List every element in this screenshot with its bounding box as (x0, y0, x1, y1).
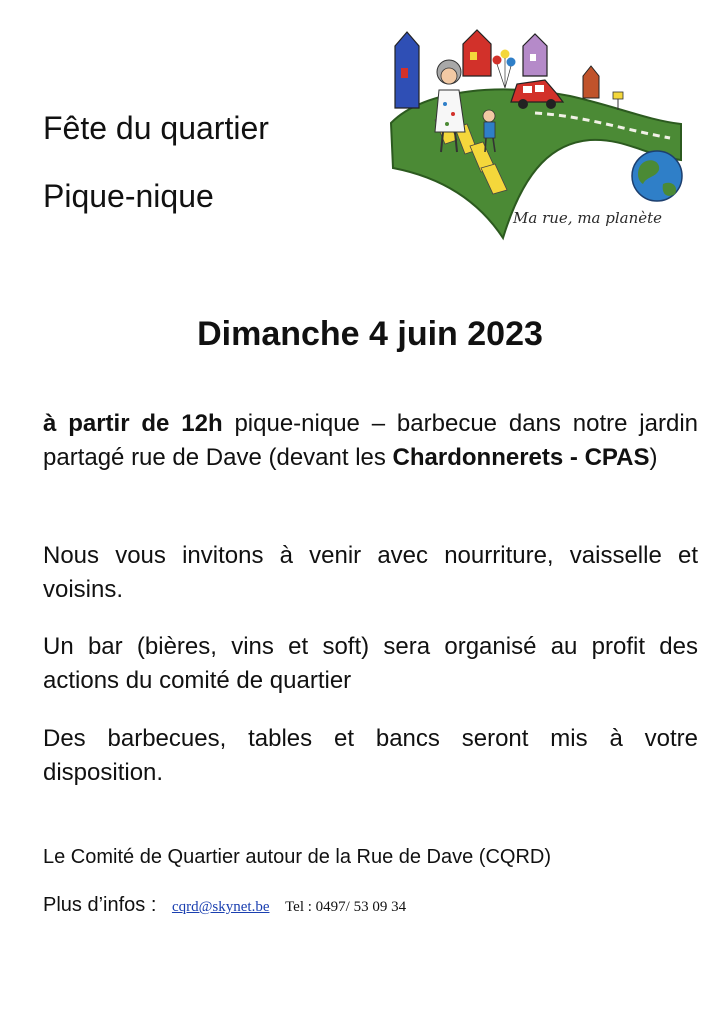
illustration-caption: Ma rue, ma planète (513, 209, 663, 227)
phone-number: Tel : 0497/ 53 09 34 (285, 899, 407, 915)
balloons (493, 50, 516, 89)
event-date: Dimanche 4 juin 2023 (197, 315, 543, 353)
organizer-line: Le Comité de Quartier autour de la Rue de Dave (CQRD) (43, 846, 552, 868)
paragraph-bar: Un bar (bières, vins et soft) sera organisé au profit des actions du comité de quartier (43, 633, 698, 694)
globe-icon (632, 151, 682, 201)
title-line-1: Fête du quartier (43, 110, 269, 146)
paragraph-invitation: Nous vous invitons à venir avec nourriture, vaisselle et voisins. (43, 542, 698, 603)
info-label: Plus d’infos : (43, 894, 157, 916)
street-illustration (385, 28, 685, 242)
venue-name: Chardonnerets - CPAS (392, 444, 650, 471)
title-line-2: Pique-nique (43, 178, 214, 214)
paragraph-schedule (43, 407, 698, 475)
email-link[interactable]: cqrd@skynet.be (171, 899, 270, 915)
street-drawing (385, 28, 685, 242)
schedule-text: pique-nique – barbecue dans notre jardin partagé rue de Dave (devant les (43, 410, 698, 471)
paragraph-equipment: Des barbecues, tables et bancs seront mis à votre disposition. (43, 725, 698, 786)
contact-line (43, 891, 406, 921)
start-time: à partir de 12h (43, 410, 223, 437)
schedule-close: ) (649, 444, 658, 471)
